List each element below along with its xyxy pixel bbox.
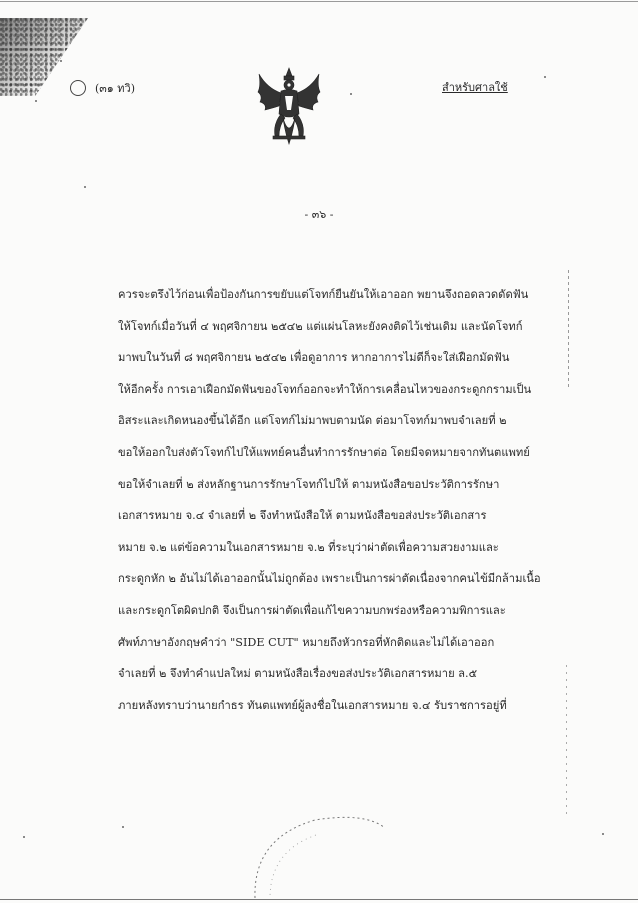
- text-line: ให้โจทก์เมื่อวันที่ ๔ พฤศจิกายน ๒๕๔๒ แต่แผ่นโลหะยังคงติดไว้เช่นเดิม และนัดโจทก์: [118, 319, 523, 333]
- text-line: ขอให้ออกใบส่งตัวโจทก์ไปให้แพทย์คนอื่นทำการรักษาต่อ โดยมีจดหมายจากทันตแพทย์: [118, 445, 530, 459]
- scan-speck: [35, 100, 37, 102]
- text-line: ควรจะตรึงไว้ก่อนเพื่อป้องกันการขยับแต่โจทก์ยืนยันให้เอาออก พยานจึงถอดลวดดัดฟัน: [118, 288, 529, 301]
- text-line: และกระดูกโตผิดปกติ จึงเป็นการผ่าตัดเพื่อแก้ไขความบกพร่องหรือความพิการและ: [118, 603, 506, 617]
- form-reference: (๓๑ ทวิ): [95, 82, 136, 95]
- scan-speck: [602, 833, 604, 835]
- text-line: ขอให้จำเลยที่ ๒ ส่งหลักฐานการรักษาโจทก์ไปให้ ตามหนังสือขอประวัติการรักษา: [118, 477, 500, 491]
- text-line: อิสระและเกิดหนองขึ้นได้อีก แต่โจทก์ไม่มาพบตามนัด ต่อมาโจทก์มาพบจำเลยที่ ๒: [118, 414, 507, 428]
- text-line: กระดูกหัก ๒ อันไม่ได้เอาออกนั้นไม่ถูกต้อง เพราะเป็นการผ่าตัดเนื่องจากคนไข้มีกล้ามเนื้อ: [118, 572, 541, 586]
- text-line: ให้อีกครั้ง การเอาเฝือกมัดฟันของโจทก์ออกจะทำให้การเคลื่อนไหวของกระดูกกรามเป็น: [118, 382, 532, 396]
- body-text: [118, 285, 541, 727]
- court-seal-partial: [235, 808, 395, 903]
- scan-speck: [122, 826, 124, 828]
- scan-speck: [23, 836, 25, 838]
- scan-speck: [84, 186, 86, 188]
- text-line: เอกสารหมาย จ.๔ จำเลยที่ ๒ จึงทำหนังสือให้ ตามหนังสือขอส่งประวัติเอกสาร: [118, 509, 487, 523]
- text-line: หมาย จ.๒ แต่ข้อความในเอกสารหมาย จ.๒ ที่ระบุว่าผ่าตัดเพื่อความสวยงามและ: [118, 540, 499, 554]
- text-line: ศัพท์ภาษาอังกฤษคำว่า "SIDE CUT" หมายถึงหัวกรอที่หักติดและไม่ได้เอาออก: [118, 635, 495, 649]
- text-line: มาพบในวันที่ ๘ พฤศจิกายน ๒๕๔๒ เพื่อดูอาการ หากอาการไม่ดีก็จะใส่เฝือกมัดฟัน: [118, 351, 510, 365]
- scan-margin-mark: [566, 665, 567, 815]
- garuda-emblem: [255, 66, 323, 148]
- text-line: ภายหลังทราบว่านายกำธร ทันตแพทย์ผู้ลงชื่อในเอกสารหมาย จ.๔ รับราชการอยู่ที่: [118, 698, 507, 712]
- scan-speck: [544, 76, 546, 78]
- scan-bottom-edge: [0, 899, 638, 900]
- text-line: จำเลยที่ ๒ จึงทำคำแปลใหม่ ตามหนังสือเรื่องขอส่งประวัติเอกสารหมาย ล.๕: [118, 667, 478, 681]
- scan-speck: [350, 93, 352, 95]
- page-number: - ๓๖ -: [304, 208, 334, 221]
- punch-hole-circle: [70, 80, 86, 96]
- court-use-label: สำหรับศาลใช้: [442, 81, 508, 94]
- scan-speck: [60, 60, 62, 62]
- scan-margin-mark: [568, 270, 569, 390]
- scan-top-edge: [0, 1, 638, 2]
